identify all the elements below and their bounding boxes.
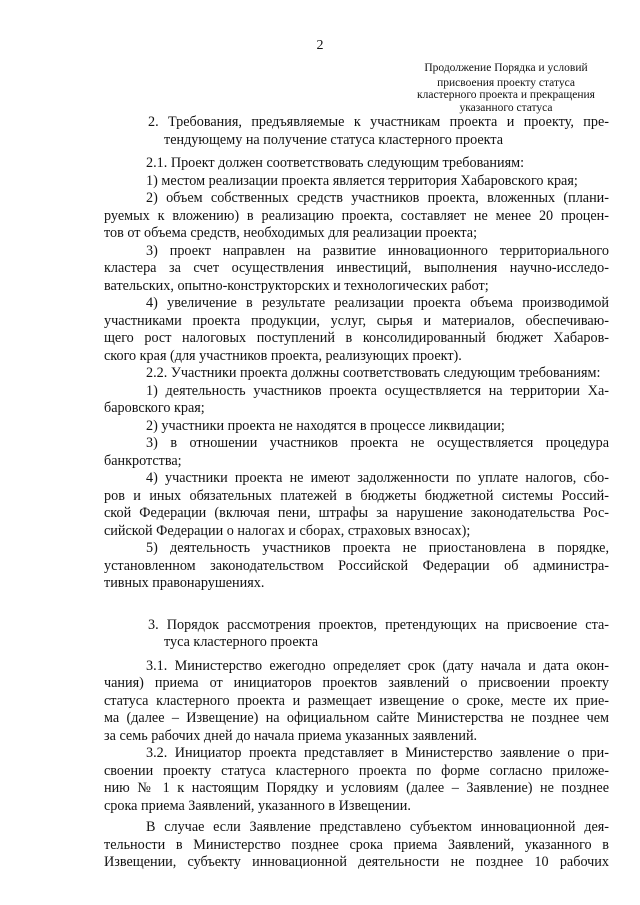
text-line: статуса кластерного проекта и размещает извещение о сроке, месте их прие- — [104, 692, 609, 709]
paragraph-2-2-3 — [104, 435, 609, 470]
paragraph-2-1 — [104, 155, 609, 173]
header-line: присвоения проекту статуса — [437, 76, 575, 89]
text-line: 3.1. Министерство ежегодно определяет срок (дату начала и дата окон- — [146, 657, 609, 674]
text-line: щего рост налоговых поступлений в консолидированный бюджет Хабаров- — [104, 330, 609, 346]
heading-line: 2. Требования, предъявляемые к участникам проекта и проекту, пре- — [148, 114, 609, 130]
text-line: за семь рабочих дней до начала приема указанных заявлений. — [104, 727, 478, 744]
text-line: тивных правонарушениях. — [104, 575, 265, 591]
text-line: срока приема Заявлений, указанного в Извещении. — [104, 797, 411, 814]
paragraph-2-2-5 — [104, 540, 609, 593]
text-line: 1) местом реализации проекта является территория Хабаровского края; — [146, 172, 578, 189]
text-line: Извещении, субъекту инновационной деятельности не позднее 10 рабочих — [104, 854, 609, 870]
text-line: 2.1. Проект должен соответствовать следующим требованиям: — [146, 155, 525, 171]
header-line: Продолжение Порядка и условий — [424, 62, 588, 74]
paragraph-2-2 — [104, 365, 609, 383]
text-line: кластера за счет осуществления инвестиций, выполнения научно-исследо- — [104, 260, 609, 276]
header-line: кластерного проекта и прекращения — [417, 89, 595, 101]
heading-line: тендующему на получение статуса кластерного проекта — [164, 131, 504, 148]
document-body — [104, 114, 609, 872]
text-line: руемых к вложению) в реализацию проекта, составляет не менее 20 процен- — [104, 207, 609, 224]
paragraph-2-1-1 — [104, 173, 609, 191]
text-line: 4) увеличение в результате реализации проекта объема производимой — [146, 295, 609, 311]
text-line: ской Федерации (включая пени, штрафы за нарушение законодательства Рос- — [104, 505, 609, 521]
paragraph-3-1 — [104, 658, 609, 746]
text-line: 3) в отношении участников проекта не осуществляется процедура — [146, 435, 609, 451]
paragraph-2-2-4 — [104, 470, 609, 540]
section-2-heading — [104, 114, 609, 149]
text-line: 2) объем собственных средств участников проекта, вложенных (плани- — [146, 190, 609, 206]
text-line: 3) проект направлен на развитие инновационного территориального — [146, 242, 609, 259]
text-line: своении проекту статуса кластерного проекта по форме согласно приложе- — [104, 762, 609, 779]
heading-line: туса кластерного проекта — [164, 634, 318, 650]
paragraph-2-2-1 — [104, 383, 609, 418]
paragraph-2-1-3 — [104, 243, 609, 296]
paragraph-2-1-4 — [104, 295, 609, 365]
paragraph-2-2-2 — [104, 418, 609, 436]
text-line: 2.2. Участники проекта должны соответствовать следующим требованиям: — [146, 365, 601, 381]
heading-line: 3. Порядок рассмотрения проектов, претендующих на присвоение ста- — [148, 616, 609, 633]
text-line: ма (далее – Извещение) на официальном сайте Министерства не позднее чем — [104, 710, 609, 726]
paragraph-3-2-note — [104, 819, 609, 872]
text-line: нию № 1 к настоящим Порядку и условиям (далее – Заявление) не позднее — [104, 780, 609, 796]
text-line: сийской Федерации о налогах и сборах, страховых взносах); — [104, 522, 471, 539]
paragraph-2-1-2 — [104, 190, 609, 243]
text-line: 5) деятельность участников проекта не приостановлена в порядке, — [146, 540, 609, 556]
section-3-heading — [104, 617, 609, 652]
text-line: вательских, опытно-конструкторских и технологических работ; — [104, 277, 489, 294]
text-line: ров и иных обязательных платежей в бюджеты бюджетной системы Россий- — [104, 487, 609, 504]
paragraph-3-2 — [104, 745, 609, 815]
text-line: участниками проекта продукции, услуг, сырья и материалов, обеспечиваю- — [104, 312, 609, 329]
text-line: тов от объема средств, необходимых для реализации проекта; — [104, 225, 478, 241]
text-line: установленном законодательством Российской Федерации об администра- — [104, 557, 609, 574]
text-line: 2) участники проекта не находятся в процессе ликвидации; — [146, 417, 505, 434]
header-line: указанного статуса — [459, 101, 553, 114]
text-line: банкротства; — [104, 452, 182, 469]
text-line: 3.2. Инициатор проекта представляет в Министерство заявление о при- — [146, 745, 609, 761]
text-line: чания) приема от инициаторов проектов заявлений о присвоении проекту — [104, 675, 609, 691]
text-line: тельности в Министерство позднее срока приема Заявлений, указанного в — [104, 836, 609, 853]
text-line: 4) участники проекта не имеют задолженности по уплате налогов, сбо- — [146, 470, 609, 486]
text-line: 1) деятельность участников проекта осуществляется на территории Ха- — [146, 382, 609, 399]
page-number: 2 — [316, 38, 324, 53]
text-line: баровского края; — [104, 400, 205, 416]
text-line: В случае если Заявление представлено субъектом инновационной дея- — [146, 819, 609, 835]
text-line: ского края (для участников проекта, реализующих проект). — [104, 347, 462, 364]
document-header — [388, 62, 624, 114]
